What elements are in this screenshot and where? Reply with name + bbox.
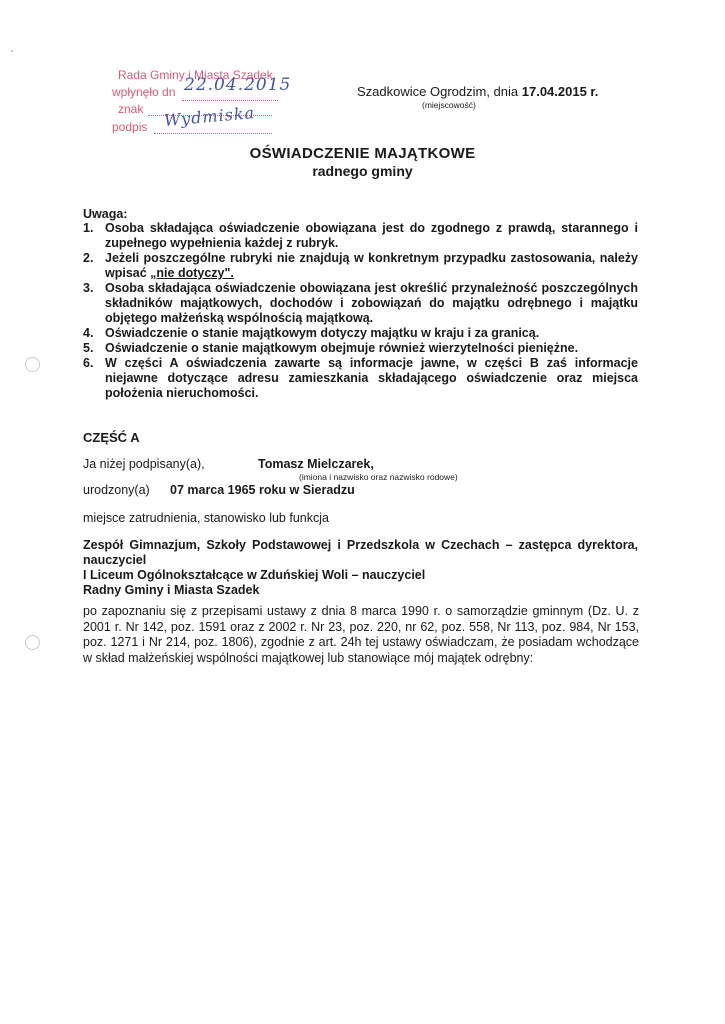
stamp-signature: Wydmiska xyxy=(163,103,256,130)
note-item xyxy=(83,281,638,326)
employment-line: I Liceum Ogólnokształcące w Zduńskiej Woli – nauczyciel xyxy=(83,568,426,582)
punch-hole-bottom xyxy=(25,635,40,650)
employment-line: Radny Gminy i Miasta Szadek xyxy=(83,583,260,597)
employment-details xyxy=(83,538,638,598)
statement-text: po zapoznaniu się z przepisami ustawy z dnia 8 marca 1990 r. o samorządzie gminnym (Dz. U. z 2001 r. Nr 142, poz. 1591 oraz z 2002 r. Nr 23, poz. 220, nr 62, poz. 558, Nr 113, poz. 984, Nr 153, poz. 1271 i Nr 214, poz. 1806), zgodnie z art. 24h tej ustawy oświadczam, że posiadam wchodzące w skład małżeńskiej wspólności majątkowej lub stanowiące mój majątek odrębny: xyxy=(83,604,639,665)
document-subtitle: radnego gminy xyxy=(312,163,413,179)
employment-line: Zespół Gimnazjum, Szkoły Podstawowej i Przedszkola w Czechach – zastępca dyrektora, nauczyciel xyxy=(83,538,638,567)
note-item xyxy=(83,221,638,251)
signed-label: Ja niżej podpisany(a), xyxy=(83,457,205,471)
note-item xyxy=(83,356,638,401)
note-text: W części A oświadczenia zawarte są informacje jawne, w części B zaś informacje niejawne dotyczące adresu zamieszkania składającego oświadczenie oraz miejsca położenia nieruchomości. xyxy=(105,356,638,400)
notes-list xyxy=(83,221,638,401)
stamp-received-date: 22.04.2015 xyxy=(184,75,292,95)
place-name: Szadkowice Ogrodzim xyxy=(357,84,487,99)
note-item xyxy=(83,251,638,281)
note-number: 4. xyxy=(83,326,94,340)
employment-label: miejsce zatrudnienia, stanowisko lub funkcja xyxy=(83,511,329,525)
stamp-office: Rada Gminy i Miasta Szadek xyxy=(118,68,273,82)
note-item xyxy=(83,341,638,356)
document-date: 17.04.2015 r. xyxy=(521,84,599,99)
place-date xyxy=(357,84,598,99)
note-number: 5. xyxy=(83,341,94,355)
punch-hole-top xyxy=(25,357,40,372)
note-number: 2. xyxy=(83,251,94,265)
declarant-name: Tomasz Mielczarek, xyxy=(258,457,374,471)
note-quoted-text: „nie dotyczy". xyxy=(150,266,234,280)
declarant-name-caption: (imiona i nazwisko oraz nazwisko rodowe) xyxy=(299,472,458,482)
note-number: 3. xyxy=(83,281,94,295)
stamp-received-label: wpłynęło dn xyxy=(112,85,176,99)
note-text: Oświadczenie o stanie majątkowym dotyczy majątku w kraju i za granicą. xyxy=(105,326,540,340)
incoming-stamp xyxy=(112,62,302,152)
note-text: Oświadczenie o stanie majątkowym obejmuje również wierzytelności pieniężne. xyxy=(105,341,579,355)
place-caption: (miejscowość) xyxy=(422,100,476,110)
part-a-heading: CZĘŚĆ A xyxy=(83,430,140,445)
birth-date-place: 07 marca 1965 roku w Sieradzu xyxy=(170,483,355,497)
note-item xyxy=(83,326,638,341)
note-number: 1. xyxy=(83,221,94,235)
date-prefix: , dnia xyxy=(486,84,522,99)
born-label: urodzony(a) xyxy=(83,483,150,497)
stamp-received-line xyxy=(182,99,278,101)
note-number: 6. xyxy=(83,356,94,370)
note-text: Osoba składająca oświadczenie obowiązana jest określić przynależność poszczególnych składników majątkowych, dochodów i zobowiązań do majątku odrębnego i majątku objętego małżeńską wspólnością majątkową. xyxy=(105,281,638,325)
stamp-ref-label: znak xyxy=(118,102,144,116)
stamp-signature-label: podpis xyxy=(112,120,148,134)
notes-heading: Uwaga: xyxy=(83,207,128,221)
document-title: OŚWIADCZENIE MAJĄTKOWE xyxy=(249,145,476,162)
note-text: Jeżeli poszczególne rubryki nie znajdują w konkretnym przypadku zastosowania, należy wpisać xyxy=(105,251,638,280)
note-text: Osoba składająca oświadczenie obowiązana jest do zgodnego z prawdą, starannego i zupełnego wypełnienia każdej z rubryk. xyxy=(105,221,638,250)
scan-speck xyxy=(11,50,13,52)
stamp-signature-line xyxy=(154,132,272,134)
